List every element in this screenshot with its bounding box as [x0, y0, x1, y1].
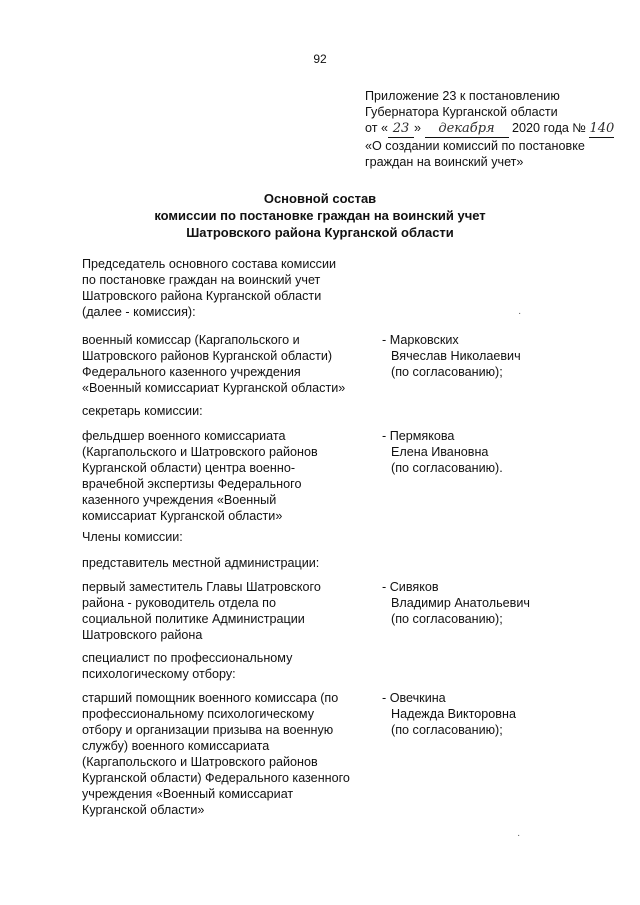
chairman-person — [382, 332, 612, 380]
secretary-position — [82, 428, 372, 524]
text-line: врачебной экспертизы Федерального — [82, 477, 302, 491]
person-surname: - Марковских — [382, 333, 459, 347]
text-line: Шатровского района Курганской области — [82, 289, 322, 303]
text-line: района - руководитель отдела по — [82, 596, 276, 610]
person-name: Вячеслав Николаевич — [391, 349, 521, 363]
text-line: отбору и организации призыва на военную — [82, 723, 334, 737]
document-title — [0, 190, 640, 241]
person-name: Владимир Анатольевич — [391, 596, 530, 610]
text-line: психологическому отбору: — [82, 667, 236, 681]
psych-position — [82, 690, 372, 818]
person-name: Надежда Викторовна — [391, 707, 516, 721]
title-line-1: Основной состав — [263, 191, 377, 206]
title-line-3: Шатровского района Курганской области — [186, 225, 454, 240]
psych-person — [382, 690, 612, 738]
handwritten-month: декабря — [425, 121, 509, 138]
text-line: Шатровского районов Курганской области) — [82, 349, 333, 363]
text-line: учреждения «Военный комиссариат — [82, 787, 294, 801]
appendix-line-4: «О создании комиссий по постановке — [365, 139, 585, 153]
handwritten-number: 140 — [589, 121, 615, 136]
text-line: Курганской области) центра военно- — [82, 461, 296, 475]
scan-speck: · — [518, 308, 522, 319]
text-line: специалист по профессиональному — [82, 651, 293, 665]
text-line: военный комиссар (Каргапольского и — [82, 333, 300, 347]
scan-speck: · — [517, 830, 521, 841]
text-line: «Военный комиссариат Курганской области» — [82, 381, 346, 395]
text-line: Шатровского района — [82, 628, 203, 642]
text-line: Федерального казенного учреждения — [82, 365, 301, 379]
text-line: (Каргапольского и Шатровского районов — [82, 755, 318, 769]
secretary-person — [382, 428, 612, 476]
text-line: (Каргапольского и Шатровского районов — [82, 445, 318, 459]
secretary-heading: секретарь комиссии: — [82, 404, 203, 418]
appendix-line-1: Приложение 23 к постановлению — [365, 89, 560, 103]
text-line: фельдшер военного комиссариата — [82, 429, 286, 443]
appendix-line-2: Губернатора Курганской области — [365, 105, 558, 119]
local-admin-heading: представитель местной администрации: — [82, 556, 320, 570]
date-year: 2020 года № — [512, 121, 586, 135]
text-line: первый заместитель Главы Шатровского — [82, 580, 321, 594]
person-surname: - Овечкина — [382, 691, 446, 705]
psych-heading — [82, 650, 372, 682]
person-surname: - Сивяков — [382, 580, 439, 594]
text-line: профессиональному психологическому — [82, 707, 315, 721]
appendix-header — [365, 88, 635, 170]
local-admin-position — [82, 579, 372, 643]
date-mid: » — [414, 121, 422, 135]
text-line: социальной политике Администрации — [82, 612, 305, 626]
text-line: старший помощник военного комиссара (по — [82, 691, 339, 705]
appendix-date-line — [365, 120, 635, 138]
person-note: (по согласованию). — [391, 461, 503, 475]
text-line: службу) военного комиссариата — [82, 739, 270, 753]
chairman-heading — [82, 256, 372, 320]
title-line-2: комиссии по постановке граждан на воинский учет — [154, 208, 486, 223]
person-surname: - Пермякова — [382, 429, 455, 443]
appendix-line-5: граждан на воинский учет» — [365, 155, 524, 169]
page-number: 92 — [313, 52, 327, 66]
person-note: (по согласованию); — [391, 365, 503, 379]
person-note: (по согласованию); — [391, 612, 503, 626]
person-note: (по согласованию); — [391, 723, 503, 737]
date-prefix: от « — [365, 121, 388, 135]
text-line: Курганской области» — [82, 803, 205, 817]
person-name: Елена Ивановна — [391, 445, 489, 459]
text-line: Председатель основного состава комиссии — [82, 257, 337, 271]
text-line: по постановке граждан на воинский учет — [82, 273, 321, 287]
text-line: казенного учреждения «Военный — [82, 493, 277, 507]
members-heading: Члены комиссии: — [82, 530, 183, 544]
chairman-position — [82, 332, 372, 396]
text-line: Курганской области) Федерального казенного — [82, 771, 350, 785]
handwritten-day: 23 — [388, 121, 414, 138]
text-line: комиссариат Курганской области» — [82, 509, 283, 523]
local-admin-person — [382, 579, 612, 627]
text-line: (далее - комиссия): — [82, 305, 196, 319]
